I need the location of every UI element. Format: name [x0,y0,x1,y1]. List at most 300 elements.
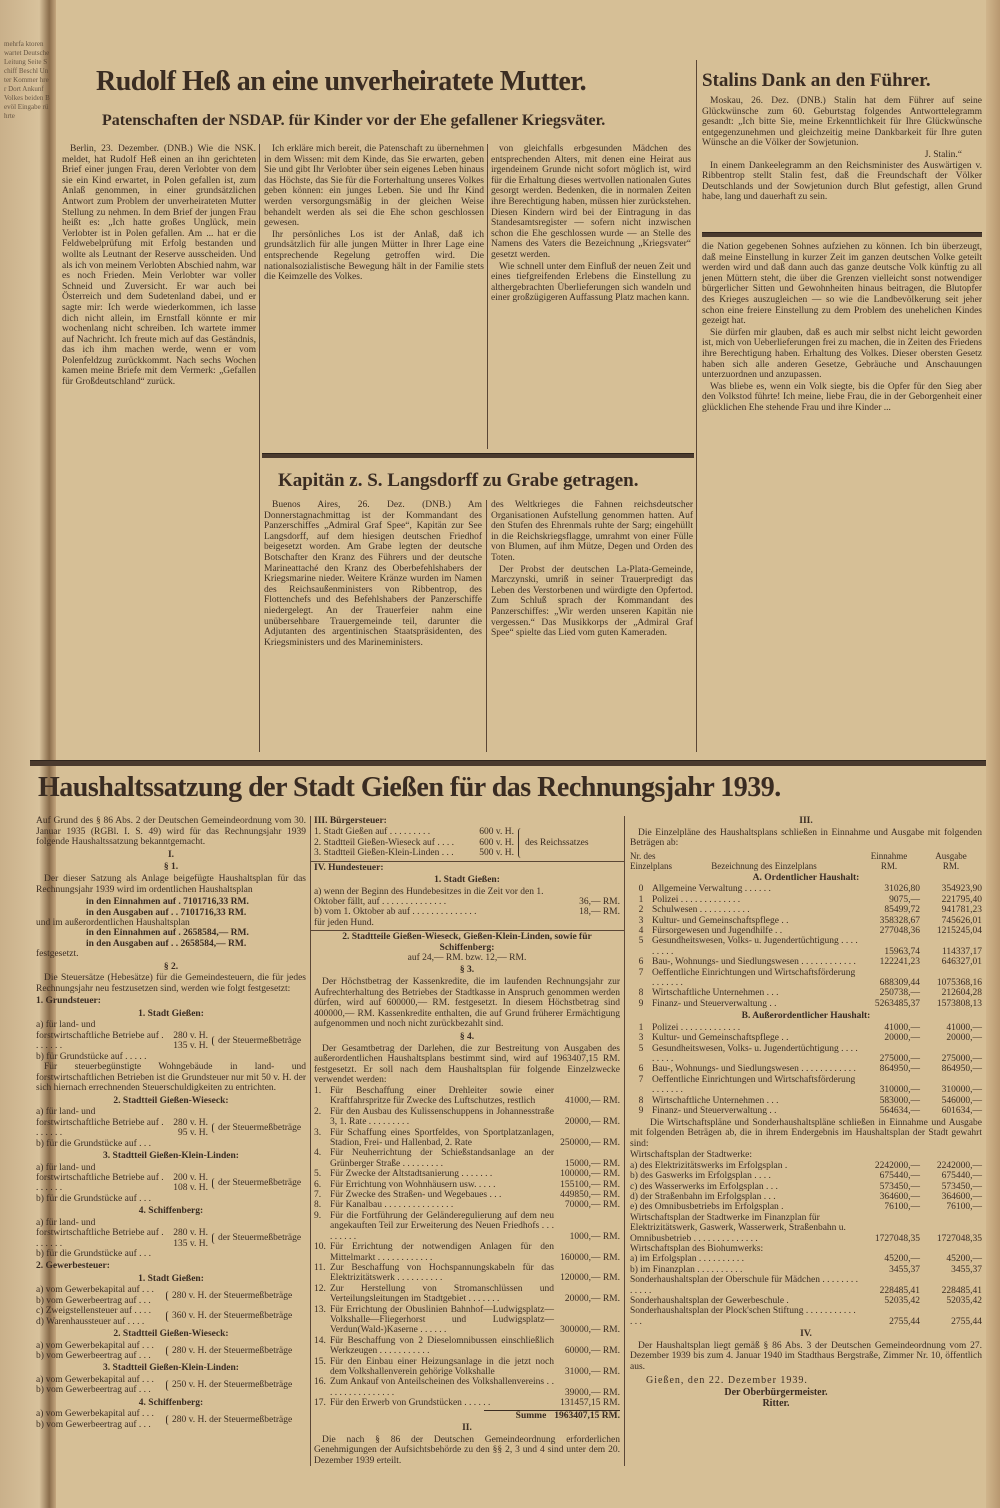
plan-number: 1 [638,1022,644,1033]
table-row [630,1192,982,1202]
tax-labels [36,1163,166,1205]
group-title: 1. Stadt Gießen: [138,1273,204,1284]
paragraph: Ihr persönliches Los ist der Anlaß, daß ich grundsätzlich für alle jungen Mütter in Ihrer Lage eine entsprechende Regelung getroffen wird. Die nationalsozialistische Bewegung hält in der Familie stets die Keimzelle des Volkes. [264,229,484,283]
total-value: 2658584,— RM. [180,938,247,949]
loan-label: Zum Ankauf von Anteilscheinen des Volkshallenvereins . . . . . . . . . . . . . . . . [330,1377,554,1398]
expense-value: 212604,28 [941,988,982,999]
table-row [630,916,982,926]
plan-number: 5 [638,1043,644,1054]
loan-value: 120000,— RM. [560,1273,620,1284]
tax-suffix: der Steuermeßbeträge [212,1036,306,1046]
paragraph: Ich erkläre mich bereit, die Patenschaft zu übernehmen in dem Wissen: mit dem Kinde, das Sie erwarten, geben Sie und gibt Ihr Verlobter über sein eigenes Leben hinaus das Höchste, das Sie für die Forterhaltung unseres Volkes geben können: ein junges Leben. Sie und Ihr Kind werden versorgungsmäßig in der gleichen Weise behandelt werden als sei die Ehe schon geschlossen gewesen. [264,144,484,229]
sum-value: 1963407,15 RM. [554,1410,620,1421]
tax-label: b) für Grundstücke auf . . . . . [36,1051,147,1062]
header-nr: Nr. des Einzelplans [630,850,672,871]
table-row [630,1306,982,1327]
loan-row [314,1284,620,1305]
loan-row [314,1148,620,1169]
income-value: 864950,— [879,1064,920,1075]
loan-row [314,1107,620,1128]
tax-label: d) Warenhaussteuer auf . . . . [36,1316,145,1327]
table-header [630,851,982,871]
income-value: 277048,36 [879,926,920,936]
table-row [630,1096,982,1106]
plan-name: a) im Erfolgsplan . . . . . . . . . . [630,1254,744,1265]
loan-label: Für Zwecke des Straßen- und Wegebaues . . . [330,1190,502,1201]
table-row [630,1044,982,1065]
stalin-headline: Stalins Dank an den Führer. [702,70,931,91]
plan-name: Finanz- und Steuerverwaltung . . [652,1106,777,1117]
expense-value: 20000,— [946,1033,982,1044]
loan-value: 39000,— RM. [564,1387,620,1398]
section-rule [30,760,986,766]
tax-labels [36,1409,166,1430]
loan-number: 8. [314,1200,322,1211]
tax-row [36,1285,306,1306]
tax-labels [36,1285,166,1306]
tax-labels [36,1306,166,1327]
income-value: 358328,67 [879,915,920,926]
tax-rate: 250 v. H. der Steuermeßbeträge [166,1380,306,1390]
expense-value: 646327,01 [941,957,982,968]
column-rule [487,144,488,449]
paragraph: von gleichfalls erbgesunden Mädchen des entsprechenden Alters, mit denen eine Heirat aus irgendeinem Grunde nicht sofort möglich ist, wird für die Erhaltung dieses wertvollen nationalen Gutes gesorgt werden. Bedenken, die in normalen Zeiten ihre Berechtigung haben, müssen hier zurückstehen. Diesen Kindern wird bei der Eintragung in das Standesamtsregister — sofern nicht inzwischen schon die Ehe geschlossen wurde — an Stelle des Namens des Vaters die Bezeichnung „Kriegsvater“ gesetzt werden. [491,144,691,260]
loan-number: 4. [314,1148,322,1159]
tax-label: 2. Stadtteil Gießen-Wieseck auf . . . . [314,837,454,848]
hundesteuer-list [314,887,620,918]
loan-label: Für Errichtung der Obuslinien Bahnhof—Ludwigsplatz—Volkshalle—Fliegerhorst und Ludwigsplatz—Verdun(Wald-)Kaserne . . . . . . [330,1304,554,1336]
loan-number: 10. [314,1242,326,1253]
tax-row [36,1409,306,1430]
gewerbesteuer-list [36,1274,306,1430]
loan-label: Für Kanalbau . . . . . . . . . . . . . . . [330,1200,454,1211]
expense-value: 1215245,04 [936,926,982,936]
plan-number: 7 [638,1074,644,1085]
table-row [630,1033,982,1043]
plan-name: Polizei . . . . . . . . . . . . . [652,894,741,905]
plan-name: Oeffentliche Einrichtungen und Wirtschaftsförderung . . . . . . . [652,967,856,989]
loan-value: 131457,15 RM. [560,1398,620,1409]
income-value: 41000,— [884,1022,920,1033]
tax-label: b) für die Grundstücke auf . . . [36,1138,152,1149]
expense-value: 3455,37 [951,1264,982,1275]
section-heading: II. [462,1423,472,1433]
stadtwerke-table [630,1161,982,1213]
income-value: 76100,— [884,1202,920,1213]
table-row [630,968,982,989]
grundsteuer-title: 1. Grundsteuer: [36,996,101,1007]
expense-value: 310000,— [941,1085,982,1096]
paragraph: Berlin, 23. Dezember. (DNB.) Wie die NSK. meldet, hat Rudolf Heß einen an ihn gerichteten Brief einer jungen Frau, deren Verlobter von dem sie ein Kind erwartet, in Polen gefallen ist, zum Anlaß genommen, in einer grundsätzlichen Antwort zum Problem der unverheirateten Mutter Stellung zu nehmen. In dem Brief der jungen Frau heißt es: „Ich hatte großes Unglück, mein Verlobter ist in Polen gefallen. Am ... hat er die Feldwebelprüfung mit Erfolg bestanden und wollte als Leutnant der Reserve ausscheiden. Und als ich von meinem Verlobten Abschied nahm, war es noch Frieden. Mein Verlobter war voller Schneid und Zuversicht. Er war auch bei Österreich und dem Sudetenland dabei, und er sagte mir: Ich werde wiederkommen, ich lasse dich nicht allein, im Ernstfall könnte er mir wochenlang nicht schreiben. Ich wartete immer auf Nachricht. Ich freute mich auf das Geständnis, das ich ihm machen werde, wenn er vom Polenfeldzug zurückkommt. Nach sechs Wochen kamen meine Briefe mit dem Vermerk: „Gefallen für Großdeutschland“ zurück. [62,144,256,388]
loan-row [314,1211,620,1242]
tax-labels [36,1107,166,1149]
total-value: 7101716,33 RM. [183,897,249,908]
income-value: 310000,— [879,1085,920,1096]
loan-value: 160000,— RM. [560,1252,620,1263]
column-rule [696,60,697,752]
table-row [630,1275,982,1296]
loan-value: 300000,— RM. [560,1325,620,1336]
loan-number: 2. [314,1106,322,1117]
expense-value: 221795,40 [941,894,982,905]
budget-headline: Haushaltssatzung der Stadt Gießen für das Rechnungsjahr 1939. [38,772,781,803]
paragraph: festgesetzt. [36,949,79,960]
tax-suffix: der Steuermeßbeträge [212,1178,306,1188]
signer-title: Der Oberbürgermeister. [724,1386,828,1398]
paragraph: Die nach § 86 der Deutschen Gemeindeordnung erforderlichen Genehmigungen der Aufsichtsbehörde zu den §§ 2, 3 und 4 sind unter dem 20. Dezember 1939 erteilt. [314,1434,620,1466]
paragraph: Moskau, 26. Dez. (DNB.) Stalin hat dem Führer auf seine Glückwünsche zum 60. Geburtstag folgendes Antworttelegramm gesandt: „Ich bitte Sie, meine Erkenntlichkeit für Ihre Glückwünsche entgegenzunehmen und gleichzeitig meine Dankbarkeit für Ihre guten Wünsche an die Völker der Sowjetunion. [702,96,982,149]
table-row [630,905,982,915]
tax-row [36,1107,306,1149]
section-heading: § 4. [459,1032,475,1043]
plan-number: 9 [638,1106,644,1117]
tax-label: 3. Stadtteil Gießen-Klein-Linden . . . [314,848,454,859]
group-title: 4. Schiffenberg: [138,1397,204,1408]
paragraph: Die Wirtschaftspläne und Sonderhaushaltspläne schließen in Einnahme und Ausgabe mit folgenden Beträgen ab, die in ihrem Endergebnis im Haushaltsplan der Stadt gewahrt sind: [630,1117,982,1149]
table-section-title: B. Außerordentlicher Haushalt: [741,1011,871,1022]
loan-number: 16. [314,1377,326,1388]
tax-label: a) für land- und forstwirtschaftliche Betriebe auf . . . . . . . [36,1107,164,1139]
tax-labels [36,1341,166,1362]
tax-row [314,848,514,858]
hess-col-1 [62,144,256,389]
table-row [630,895,982,905]
table-row [630,988,982,998]
plan-number: 7 [638,967,644,978]
paragraph: Der Probst der deutschen La-Plata-Gemeinde, Marczynski, umriß in seiner Trauerpredigt das Leben des Verstorbenen und würdigte den Opfertod. Zum Schluß sprach der Kommandant des Panzerschiffes: „Wir werden unseren Kapitän nie vergessen.“ Das Musikkorps der „Admiral Graf Spee“ spielte das Lied vom guten Kameraden. [491,564,693,639]
expense-value: 354923,90 [941,884,982,895]
place-date: Gießen, den 22. Dezember 1939. [646,1374,808,1386]
tax-row [314,907,620,917]
column-rule [624,816,625,1466]
income-value: 564634,— [879,1106,920,1117]
table-row [630,1296,982,1306]
buergersteuer-title: III. Bürgersteuer: [314,816,387,826]
loan-row [314,1305,620,1336]
tax-rate: 360 v. H. der Steuermeßbeträge [166,1311,306,1321]
tax-label: a) vom Gewerbekapital auf . . . [36,1285,154,1296]
tax-labels [36,1020,166,1062]
hess-headline: Rudolf Heß an eine unverheiratete Mutter. [96,66,587,97]
tax-value: 600 v. H. [479,827,514,838]
paragraph: Der Höchstbetrag der Kassenkredite, die im laufenden Rechnungsjahr zur Aufrechterhaltung des Betriebes der Stadtkasse in Anspruch genommen werden dürfen, wird auf 600000,— RM. festgesetzt. In diesem Höchstbetrag sind 400000,— RM. Kassenkredite enthalten, die auf Grund früherer Ermächtigung aufgenommen und noch nicht zurückbezahlt sind. [314,977,620,1030]
biohum-table [630,1254,982,1275]
paragraph: Die Steuersätze (Hebesätze) für die Gemeindesteuern, die für jedes Rechnungsjahr neu festzusetzen sind, werden wie folgt festgesetzt: [36,973,306,994]
tax-value: 36,— RM. [579,897,620,908]
section-heading: III. [799,816,813,826]
income-value: 275000,— [879,1054,920,1065]
plan-name: a) des Elektrizitätswerks im Erfolgsplan . [630,1160,788,1171]
plan-group-title: Wirtschaftsplan der Stadtwerke: [630,1150,753,1161]
expense-value: 41000,— [946,1022,982,1033]
totals-ordinary [36,897,306,918]
loan-number: 6. [314,1179,322,1190]
loan-value: 20000,— RM. [564,1117,620,1128]
buergersteuer-suffix: des Reichssatzes [518,828,589,858]
extraordinary-budget-table [630,1023,982,1117]
expense-value: 2242000,— [936,1160,982,1171]
plan-name: Polizei . . . . . . . . . . . . . [652,1022,741,1033]
expense-value: 52035,42 [946,1295,982,1306]
section-rule [262,453,694,458]
budget-col-2 [314,816,620,1466]
tax-row [314,887,620,908]
income-value: 583000,— [879,1095,920,1106]
tax-label: c) Zweigstellensteuer auf . . . . [36,1306,152,1317]
plan-name: Kultur- und Gemeinschaftspflege . . [652,1033,789,1044]
plan-name: Sonderhaushaltsplan der Plock'schen Stiftung . . . . . . . . . . . . . . [630,1306,856,1327]
plan-name: Gesundheitswesen, Volks- u. Jugendertüchtigung . . . . . . . . . [652,1043,858,1065]
loan-row [314,1190,620,1200]
plan-name: Bau-, Wohnungs- und Siedlungswesen . . . . . . . . . . . . [652,1064,856,1075]
income-value: 5263485,37 [874,998,920,1009]
expense-value: 2755,44 [951,1316,982,1327]
hundesteuer-title: IV. Hundesteuer: [314,862,384,873]
section-heading: IV. [800,1329,812,1340]
hess-subheadline: Patenschaften der NSDAP. für Kinder vor der Ehe gefallener Kriegsväter. [102,112,606,129]
tax-row [36,1218,306,1260]
group-title: 3. Stadtteil Gießen-Klein-Linden: [103,1363,239,1374]
grundsteuer-list [36,1009,306,1260]
group-title: 2. Stadtteil Gießen-Wieseck: [113,1329,229,1340]
plan-name: Finanz- und Steuerverwaltung . . [652,998,777,1009]
table-row [630,999,982,1009]
loan-number: 9. [314,1210,322,1221]
tax-label: a) für land- und forstwirtschaftliche Betriebe auf . . . . . . . [36,1217,164,1249]
income-value: 20000,— [884,1033,920,1044]
tax-row [314,838,514,848]
loan-value: 20000,— RM. [564,1294,620,1305]
signer-name: Ritter. [762,1397,790,1409]
loan-label: Für Beschaffung einer Drehleiter sowie einer Kraftfahrspritze für Zwecke des Luftschutzes, restlich [330,1086,554,1107]
header-unit: RM. [942,860,960,871]
header-expense: Ausgabe [935,850,967,861]
tax-label: b) für die Grundstücke auf . . . [36,1249,152,1260]
paragraph: Sie dürfen mir glauben, daß es auch mir selbst nicht leicht geworden ist, mich von Ueberlieferungen frei zu machen, die in Zeiten des Friedens ihre Berechtigung haben. Erhaltung des Volkes. Dieser obersten Gesetz haben sich alle anderen Gesetze, Gebräuche und Anschauungen unterzuordnen und anzupassen. [702,327,982,381]
loan-number: 3. [314,1127,322,1138]
newspaper-page [36,0,986,1508]
tax-value: 280 v. H. [173,1228,208,1239]
plan-number: 2 [638,905,644,916]
expense-value: 675440,— [941,1171,982,1182]
expense-value: 941781,23 [941,905,982,916]
expense-value: 45200,— [946,1254,982,1265]
stalin-signature: J. Stalin.“ [924,149,962,160]
loan-number: 1. [314,1086,322,1096]
plan-name: Wirtschaftsplan der Stadtwerke im Finanzplan für Elektrizitätswerk, Gaswerk, Wasserwerk, Straßenbahn u. Omnibusbetrieb . . . . . . . . . . . . . . [630,1212,846,1244]
table-row [630,1064,982,1074]
income-value: 228485,41 [879,1285,920,1296]
tax-row [36,1306,306,1327]
loan-value: 100000,— RM. [560,1169,620,1180]
tax-values [166,1228,208,1249]
tax-value: 200 v. H. [173,1173,208,1183]
total-label: in den Einnahmen auf . [86,897,181,908]
page-edge [986,0,1000,1508]
plan-number: 6 [638,1064,644,1075]
header-income: Einnahme [870,850,908,861]
table-row [630,1075,982,1096]
expense-value: 601634,— [941,1106,982,1117]
loan-row [314,1377,620,1398]
income-value: 3455,37 [889,1264,920,1275]
loan-label: Für den Ausbau des Kulissenschuppens in Johannesstraße 3, 1. Rate . . . . . . . . . [330,1106,554,1128]
plan-name: Schulwesen . . . . . . . . . . . [652,905,750,916]
expense-value: 546000,— [941,1095,982,1106]
plan-number: 5 [638,936,644,947]
loan-label: Zur Herstellung von Stromanschlüssen und Verteilungsleitungen im Stadtgebiet . . . . . . . [330,1283,554,1305]
tax-value: 280 v. H. [173,1117,208,1128]
group-title: 2. Stadtteil Gießen-Wieseck: [113,1095,229,1106]
loan-value: 250000,— RM. [560,1138,620,1149]
section-heading: § 3. [459,965,475,976]
loan-value: 41000,— RM. [564,1096,620,1107]
table-row [630,936,982,957]
special-plans-table [630,1275,982,1327]
income-value: 122241,23 [879,957,920,968]
tax-label: b) vom 1. Oktober ab auf . . . . . . . . . . . . . . [314,907,477,918]
loan-value: 70000,— RM. [564,1200,620,1211]
total-value: 7101716,33 RM. [180,907,247,918]
langsdorff-col-2 [491,500,693,640]
plan-name: Gesundheitswesen, Volks- u. Jugendertüchtigung . . . . . . . . . [652,936,858,957]
loan-row [314,1180,620,1190]
tax-label: a) vom Gewerbekapital auf . . . [36,1375,154,1386]
paragraph: für jeden Hund. [314,917,374,928]
loan-value: 15000,— RM. [564,1158,620,1169]
paragraph: Wie schnell unter dem Einfluß der neuen Zeit und eines tiefgreifenden Erlebens die Einstellung zu althergebrachten Überlieferungen sich wandeln und einer großzügigeren Auffassung Platz machen kann. [491,261,691,304]
loan-label: Für Errichtung der notwendigen Anlagen für den Mittelmarkt . . . . . . . . . . . . [330,1242,554,1263]
plan-number: 8 [638,1095,644,1106]
expense-value: 364600,— [941,1191,982,1202]
group-title: 3. Stadtteil Gießen-Klein-Linden: [103,1151,239,1161]
hess-col-3 [491,144,691,305]
paragraph: und im außerordentlichen Haushaltsplan [36,917,190,928]
paragraph: Der Haushaltsplan liegt gemäß § 86 Abs. 3 der Deutschen Gemeindeordnung vom 27. Dezember 1939 bis zum 4. Januar 1940 im Stadthaus Bergstraße, Zimmer Nr. 10, öffentlich aus. [630,1340,982,1372]
table-row [630,1265,982,1275]
loan-label: Für Schaffung eines Sportfeldes, von Sportplatzanlagen, Stadion, Frei- und Hallenbad, 2. Rate [330,1127,554,1149]
divider [310,861,624,862]
tax-row [36,1020,306,1062]
paragraph: In einem Dankeelegramm an den Reichsminister des Auswärtigen v. Ribbentrop stellt Stalin fest, daß die Freundschaft der Völker Deutschlands und der Sowjetunion durch Blut gefestigt, allen Grund habe, lang und dauerhaft zu sein. [702,160,982,203]
table-row [630,1161,982,1171]
plan-number: 1 [638,894,644,905]
plan-name: b) des Gaswerks im Erfolgsplan . . . . [630,1171,771,1182]
income-value: 1727048,35 [874,1233,920,1244]
plan-number: 9 [638,998,644,1009]
table-row [630,1182,982,1192]
plan-name: Sonderhaushaltsplan der Gewerbeschule . [630,1295,789,1306]
total-label: in den Einnahmen auf . [86,928,181,939]
loan-row [314,1086,620,1107]
table-row [630,1202,982,1212]
paragraph: Die Einzelpläne des Haushaltsplans schließen in Einnahme und Ausgabe mit folgenden Beträgen ab: [630,827,982,849]
loan-label: Für die Fortführung der Geländeregulierung auf dem neu angekauften Teil zur Erweiterung des Neuen Friedhofs . . . . . . . . . [330,1210,554,1242]
tax-rate: 280 v. H. der Steuermeßbeträge [166,1291,306,1301]
total-label: in den Ausgaben auf . . [86,938,179,949]
expense-value: 1075368,16 [936,978,982,989]
plan-number: 6 [638,957,644,968]
header-name: Bezeichnung des Einzelplans [711,860,817,871]
income-value: 15963,74 [884,946,920,957]
finance-plan-table [630,1213,982,1244]
loan-row [314,1169,620,1179]
plan-name: Wirtschaftliche Unternehmen . . . [652,1095,779,1106]
plan-number: 8 [638,988,644,999]
table-row [630,884,982,894]
tax-value: 108 v. H. [173,1183,208,1194]
tax-row [36,1375,306,1396]
tax-labels [36,1375,166,1396]
table-row [630,1023,982,1033]
expense-value: 864950,— [941,1064,982,1075]
plan-name: Wirtschaftliche Unternehmen . . . [652,988,779,999]
expense-value: 1727048,35 [936,1233,982,1244]
total-value: 2658584,— RM. [183,928,249,939]
group-title: 2. Stadtteile Gießen-Wieseck, Gießen-Klein-Linden, sowie für Schiffenberg: [342,932,592,953]
ordinary-budget-table [630,884,982,1009]
expense-value: 573450,— [941,1181,982,1192]
plan-name: Kultur- und Gemeinschaftspflege . . [652,915,789,926]
column-rule [259,144,260,752]
column-rule [310,816,311,1466]
loan-value: 1000,— RM. [569,1231,620,1242]
section-rule [702,232,982,237]
expense-value: 114337,17 [941,946,982,957]
table-row [630,1106,982,1116]
income-value: 675440,— [879,1171,920,1182]
loan-number: 14. [314,1335,326,1346]
loan-value: 60000,— RM. [564,1346,620,1357]
tax-rate: 280 v. H. der Steuermeßbeträge [166,1415,306,1425]
loan-number: 11. [314,1262,326,1273]
tax-label: b) vom Gewerbeertrag auf . . . [36,1419,151,1430]
loan-row [314,1242,620,1263]
loan-number: 13. [314,1304,326,1315]
tax-value: 135 v. H. [173,1041,208,1052]
tax-label: a) für land- und forstwirtschaftliche Betriebe auf . . . . . . . [36,1020,164,1052]
plan-group-title: Wirtschaftsplan des Biohumwerks: [630,1243,764,1254]
plan-name: b) im Finanzplan . . . . . . . . . . [630,1264,743,1275]
tax-label: b) vom Gewerbeertrag auf . . . [36,1295,151,1306]
tax-value: 18,— RM. [579,907,620,918]
expense-value: 76100,— [946,1202,982,1213]
loan-row [314,1200,620,1210]
paragraph: Was bliebe es, wenn ein Volk siegte, bis die Opfer für den Sieg aber den Volkstod führte! Ich meine, liebe Frau, die in der Geborgenheit einer glücklichen Ehe stehende Frau und ihre Kinder ... [702,381,982,413]
loan-row [314,1398,620,1408]
loan-value: 449850,— RM. [560,1190,620,1201]
plan-name: Sonderhaushaltsplan der Oberschule für Mädchen . . . . . . . . . . . . . [630,1275,858,1296]
tax-label: a) für land- und forstwirtschaftliche Betriebe auf . . . . . . . [36,1162,164,1194]
loan-row [314,1336,620,1357]
budget-col-1 [36,816,306,1430]
tax-label: a) vom Gewerbekapital auf . . . [36,1340,154,1351]
tax-rate: 280 v. H. der Steuermeßbeträge [166,1346,306,1356]
income-value: 688309,44 [879,978,920,989]
sum-label: Summe [515,1410,547,1421]
tax-row [36,1163,306,1205]
loan-label: Zur Beschaffung von Hochspannungskabeln für das Elektrizitätswerk . . . . . . . . . . [330,1262,554,1284]
loan-label: Für Zwecke der Altstadtsanierung . . . . . . . [330,1169,493,1180]
tax-values [166,1118,208,1139]
group-title: 1. Stadt Gießen: [138,1008,204,1019]
tax-value: 280 v. H. [173,1030,208,1041]
income-value: 9075,— [889,894,920,905]
plan-name: Bau-, Wohnungs- und Siedlungswesen . . . . . . . . . . . . [652,957,856,968]
loan-sum [484,1410,620,1421]
loan-value: 31000,— RM. [564,1366,620,1377]
plan-number: 3 [638,915,644,926]
